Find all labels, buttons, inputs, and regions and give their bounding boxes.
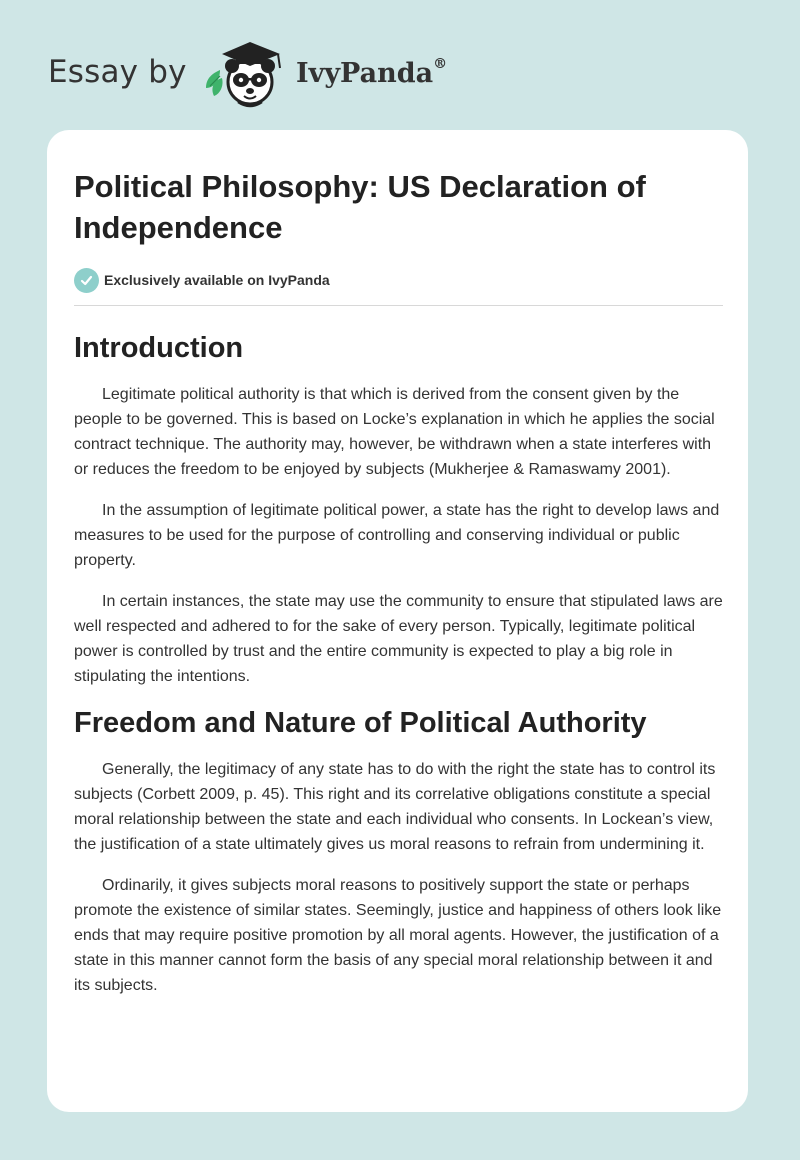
essay-card bbox=[47, 130, 748, 1112]
brand-header[interactable] bbox=[48, 34, 508, 114]
panda-logo-icon bbox=[200, 36, 292, 110]
paragraph: Legitimate political authority is that which is derived from the consent given by the people to be governed. This is based on Locke’s explanation in which he applies the social contract technique. The authority may, however, be withdrawn when a state interferes with or reduces the freedom to be enjoyed by subjects (Mukherjee & Ramaswamy 2001). bbox=[74, 386, 715, 478]
section-heading: Introduction bbox=[74, 332, 244, 364]
divider bbox=[74, 305, 723, 306]
registered-mark: ® bbox=[433, 56, 448, 72]
brand-name bbox=[296, 58, 447, 89]
paragraph: Generally, the legitimacy of any state has to do with the right the state has to control its subjects (Corbett 2009, p. 45). This right and its correlative obligations constitute a special moral relationship between the state and each individual who consents. In Lockean’s view, the justification of a state ultimately gives us moral reasons to refrain from undermining it. bbox=[74, 761, 716, 853]
section-heading: Freedom and Nature of Political Authority bbox=[74, 707, 647, 739]
brand-name-text: IvyPanda bbox=[296, 58, 434, 89]
brand-prefix: Essay by bbox=[48, 54, 187, 90]
check-icon bbox=[74, 268, 99, 293]
page-title: Political Philosophy: US Declaration of Independence bbox=[74, 169, 646, 245]
exclusive-badge bbox=[74, 266, 722, 294]
badge-text: Exclusively available on IvyPanda bbox=[104, 272, 330, 288]
paragraph: In the assumption of legitimate political power, a state has the right to develop laws and measures to be used for the purpose of controlling and conserving individual or public property. bbox=[74, 502, 720, 569]
paragraph: In certain instances, the state may use the community to ensure that stipulated laws are well respected and adhered to for the sake of every person. Typically, legitimate political power is controlled by trust and the entire community is expected to play a big role in stipulating the intentions. bbox=[74, 593, 723, 685]
section-introduction bbox=[74, 330, 722, 689]
section-freedom-and-nature bbox=[74, 705, 722, 998]
paragraph: Ordinarily, it gives subjects moral reasons to positively support the state or perhaps promote the existence of similar states. Seemingly, justice and happiness of others look like ends that may require positive promotion by all moral agents. However, the justification of a state in this manner cannot form the basis of any special moral relationship between it and its subjects. bbox=[74, 877, 722, 994]
